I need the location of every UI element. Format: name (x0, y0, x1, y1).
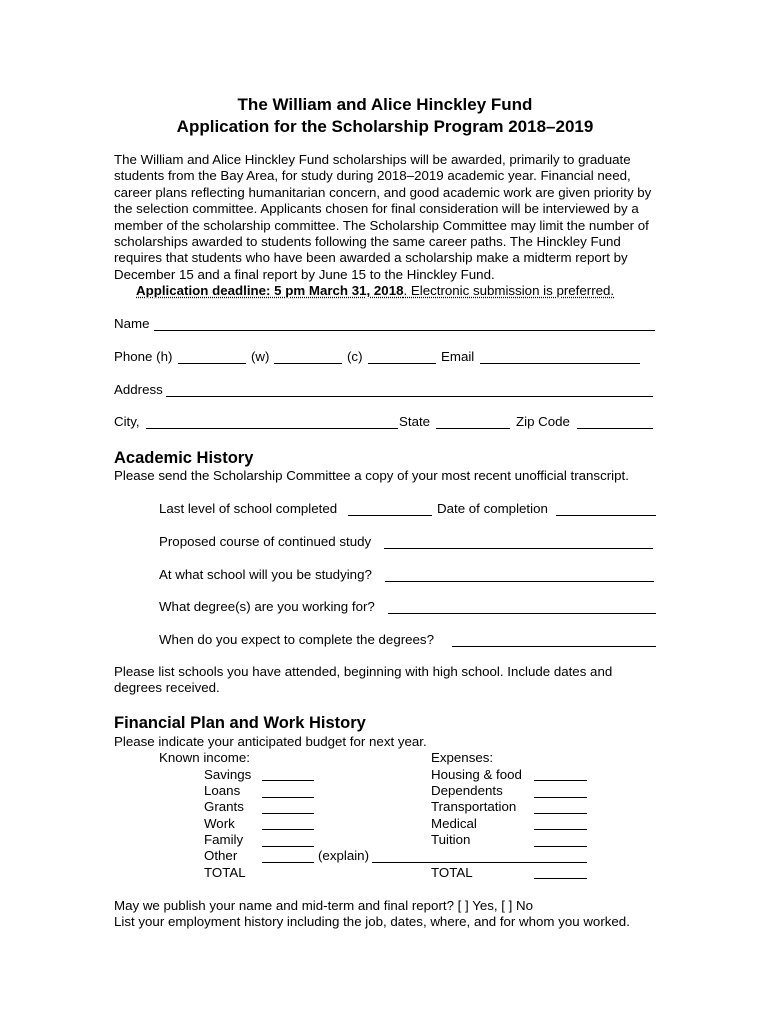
fund-title: The William and Alice Hinckley Fund (237, 95, 533, 114)
expense-housing-field[interactable] (534, 780, 587, 781)
address-field[interactable] (166, 396, 653, 397)
expense-tuition-label: Tuition (431, 832, 471, 847)
expense-medical-field[interactable] (534, 829, 587, 830)
zip-field[interactable] (577, 428, 653, 429)
what-school-field[interactable] (385, 581, 654, 582)
income-family-label: Family (204, 832, 244, 847)
intro-paragraph: The William and Alice Hinckley Fund scholarships will be awarded, primarily to graduate students from the Bay Area, for study during 2018–2019 academic year. Financial need, career plans reflecting humanitarian concern, and good academic work are given priority by the selection committee. Applicants chosen for final consideration will be interviewed by a member of the scholarship committee. The Scholarship Committee may limit the number of scholarships awarded to students following the same career paths. The Hinckley Fund requires that students who have been awarded a scholarship make a midterm report by December 15 and a final report by June 15 to the Hinckley Fund. (114, 152, 652, 282)
when-complete-label: When do you expect to complete the degrees? (159, 632, 434, 647)
income-grants-field[interactable] (262, 813, 314, 814)
income-loans-field[interactable] (262, 797, 314, 798)
proposed-course-field[interactable] (384, 548, 653, 549)
deadline-line (136, 283, 614, 298)
explain-field[interactable] (372, 862, 587, 863)
last-level-label: Last level of school completed (159, 501, 338, 516)
phone-home-field[interactable] (178, 363, 246, 364)
expense-housing-label: Housing & food (431, 767, 522, 782)
academic-history-heading: Academic History (114, 449, 254, 467)
employment-history-note: List your employment history including the job, dates, where, and for whom you worked. (114, 914, 630, 929)
state-field[interactable] (436, 428, 510, 429)
when-complete-field[interactable] (452, 646, 656, 647)
expense-dependents-field[interactable] (534, 797, 587, 798)
expense-total-field[interactable] (534, 878, 587, 879)
what-degree-label: What degree(s) are you working for? (159, 599, 375, 614)
schools-attended-note: Please list schools you have attended, beginning with high school. Include dates and degrees received. (114, 664, 613, 696)
submission-note: . Electronic submission is preferred. (403, 283, 615, 298)
publish-question: May we publish your name and mid-term and final report? [ ] Yes, [ ] No (114, 898, 534, 913)
income-total-label: TOTAL (204, 865, 246, 880)
email-field[interactable] (480, 363, 640, 364)
explain-label: (explain) (318, 848, 369, 863)
form-title: Application for the Scholarship Program 2018–2019 (176, 117, 594, 136)
last-level-field[interactable] (348, 515, 432, 516)
date-completion-field[interactable] (556, 515, 656, 516)
expense-dependents-label: Dependents (431, 783, 503, 798)
income-work-label: Work (204, 816, 235, 831)
financial-plan-heading: Financial Plan and Work History (114, 714, 366, 732)
zip-label: Zip Code (516, 414, 570, 429)
state-label: State (399, 414, 431, 429)
city-label: City, (114, 414, 140, 429)
income-loans-label: Loans (204, 783, 241, 798)
phone-cell-field[interactable] (368, 363, 436, 364)
address-label: Address (114, 382, 163, 397)
expense-medical-label: Medical (431, 816, 477, 831)
deadline-text: Application deadline: 5 pm March 31, 2018 (136, 283, 404, 298)
budget-note: Please indicate your anticipated budget for next year. (114, 734, 427, 749)
date-completion-label: Date of completion (437, 501, 548, 516)
expense-transportation-label: Transportation (431, 799, 517, 814)
income-work-field[interactable] (262, 829, 314, 830)
income-other-field[interactable] (262, 862, 314, 863)
email-label: Email (441, 349, 475, 364)
what-degree-field[interactable] (388, 613, 656, 614)
name-field[interactable] (154, 330, 655, 331)
transcript-note: Please send the Scholarship Committee a copy of your most recent unofficial transcript. (114, 468, 629, 483)
phone-home-label: Phone (h) (114, 349, 173, 364)
known-income-label: Known income: (159, 750, 250, 765)
expense-total-label: TOTAL (431, 865, 473, 880)
expense-transportation-field[interactable] (534, 813, 587, 814)
income-family-field[interactable] (262, 846, 314, 847)
income-savings-label: Savings (204, 767, 252, 782)
income-grants-label: Grants (204, 799, 244, 814)
expenses-label: Expenses: (431, 750, 494, 765)
city-field[interactable] (146, 428, 398, 429)
name-label: Name (114, 316, 150, 331)
income-other-label: Other (204, 848, 238, 863)
phone-cell-label: (c) (347, 349, 363, 364)
expense-tuition-field[interactable] (534, 846, 587, 847)
proposed-course-label: Proposed course of continued study (159, 534, 372, 549)
phone-work-field[interactable] (274, 363, 342, 364)
what-school-label: At what school will you be studying? (159, 567, 372, 582)
phone-work-label: (w) (251, 349, 270, 364)
income-savings-field[interactable] (262, 780, 314, 781)
